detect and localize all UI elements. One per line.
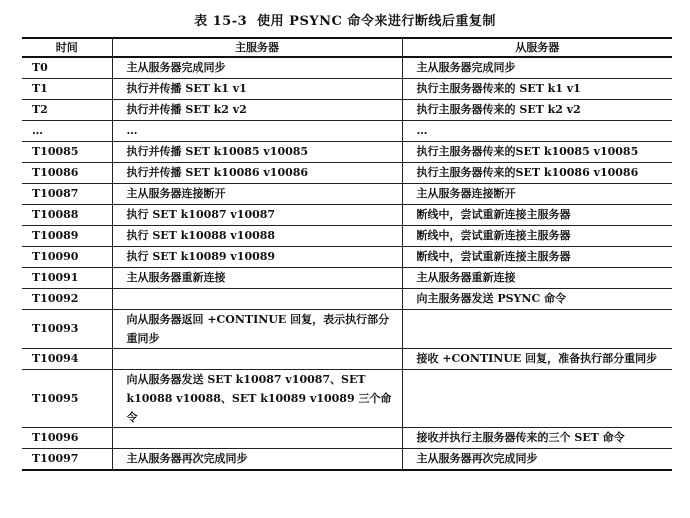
replication-table [22,37,672,471]
master-cell [112,428,402,449]
time-cell: T10091 [22,268,112,289]
table-row [22,370,672,428]
header-time: 时间 [22,38,112,57]
master-cell: 执行 SET k10088 v10088 [112,226,402,247]
slave-cell: 主从服务器再次完成同步 [402,449,672,471]
slave-cell: 主从服务器完成同步 [402,57,672,79]
time-cell: … [22,121,112,142]
slave-cell: 向主服务器发送 PSYNC 命令 [402,289,672,310]
master-cell: 向从服务器发送 SET k10087 v10087、SET k10088 v10088、SET k10089 v10089 三个命令 [112,370,402,428]
table-row [22,184,672,205]
time-cell: T1 [22,79,112,100]
master-cell: 执行并传播 SET k10086 v10086 [112,163,402,184]
header-master: 主服务器 [112,38,402,57]
time-cell: T10093 [22,310,112,349]
table-row [22,310,672,349]
table-row [22,57,672,79]
time-cell: T10090 [22,247,112,268]
slave-cell: 接收并执行主服务器传来的三个 SET 命令 [402,428,672,449]
master-cell: … [112,121,402,142]
time-cell: T10097 [22,449,112,471]
slave-cell: 主从服务器重新连接 [402,268,672,289]
time-cell: T2 [22,100,112,121]
time-cell: T10089 [22,226,112,247]
master-cell [112,349,402,370]
table-title: 使用 PSYNC 命令来进行断线后重复制 [257,14,496,29]
table-caption [0,10,690,29]
master-cell: 执行并传播 SET k1 v1 [112,79,402,100]
table-row [22,100,672,121]
table-number: 表 15-3 [194,14,248,29]
master-cell: 执行 SET k10089 v10089 [112,247,402,268]
table-row [22,142,672,163]
slave-cell: 执行主服务器传来的 SET k2 v2 [402,100,672,121]
time-cell: T10086 [22,163,112,184]
master-cell: 执行并传播 SET k10085 v10085 [112,142,402,163]
time-cell: T10092 [22,289,112,310]
slave-cell: … [402,121,672,142]
time-cell: T10095 [22,370,112,428]
time-cell: T10088 [22,205,112,226]
slave-cell: 执行主服务器传来的SET k10085 v10085 [402,142,672,163]
table-row [22,226,672,247]
header-row [22,38,672,57]
table-row [22,428,672,449]
master-cell: 向从服务器返回 +CONTINUE 回复，表示执行部分重同步 [112,310,402,349]
table-row [22,205,672,226]
table-row [22,289,672,310]
time-cell: T10096 [22,428,112,449]
slave-cell: 执行主服务器传来的 SET k1 v1 [402,79,672,100]
slave-cell: 主从服务器连接断开 [402,184,672,205]
time-cell: T10087 [22,184,112,205]
header-slave: 从服务器 [402,38,672,57]
master-cell [112,289,402,310]
time-cell: T0 [22,57,112,79]
slave-cell: 断线中，尝试重新连接主服务器 [402,226,672,247]
table-row [22,121,672,142]
master-cell: 主从服务器连接断开 [112,184,402,205]
slave-cell: 断线中，尝试重新连接主服务器 [402,205,672,226]
time-cell: T10085 [22,142,112,163]
master-cell: 主从服务器完成同步 [112,57,402,79]
slave-cell: 断线中，尝试重新连接主服务器 [402,247,672,268]
master-cell: 主从服务器重新连接 [112,268,402,289]
master-cell: 执行 SET k10087 v10087 [112,205,402,226]
table-row [22,247,672,268]
slave-cell: 接收 +CONTINUE 回复，准备执行部分重同步 [402,349,672,370]
master-cell: 主从服务器再次完成同步 [112,449,402,471]
slave-cell [402,310,672,349]
table-row [22,268,672,289]
time-cell: T10094 [22,349,112,370]
master-cell: 执行并传播 SET k2 v2 [112,100,402,121]
table-row [22,163,672,184]
table-row [22,349,672,370]
slave-cell [402,370,672,428]
table-row [22,449,672,471]
table-row [22,79,672,100]
slave-cell: 执行主服务器传来的SET k10086 v10086 [402,163,672,184]
